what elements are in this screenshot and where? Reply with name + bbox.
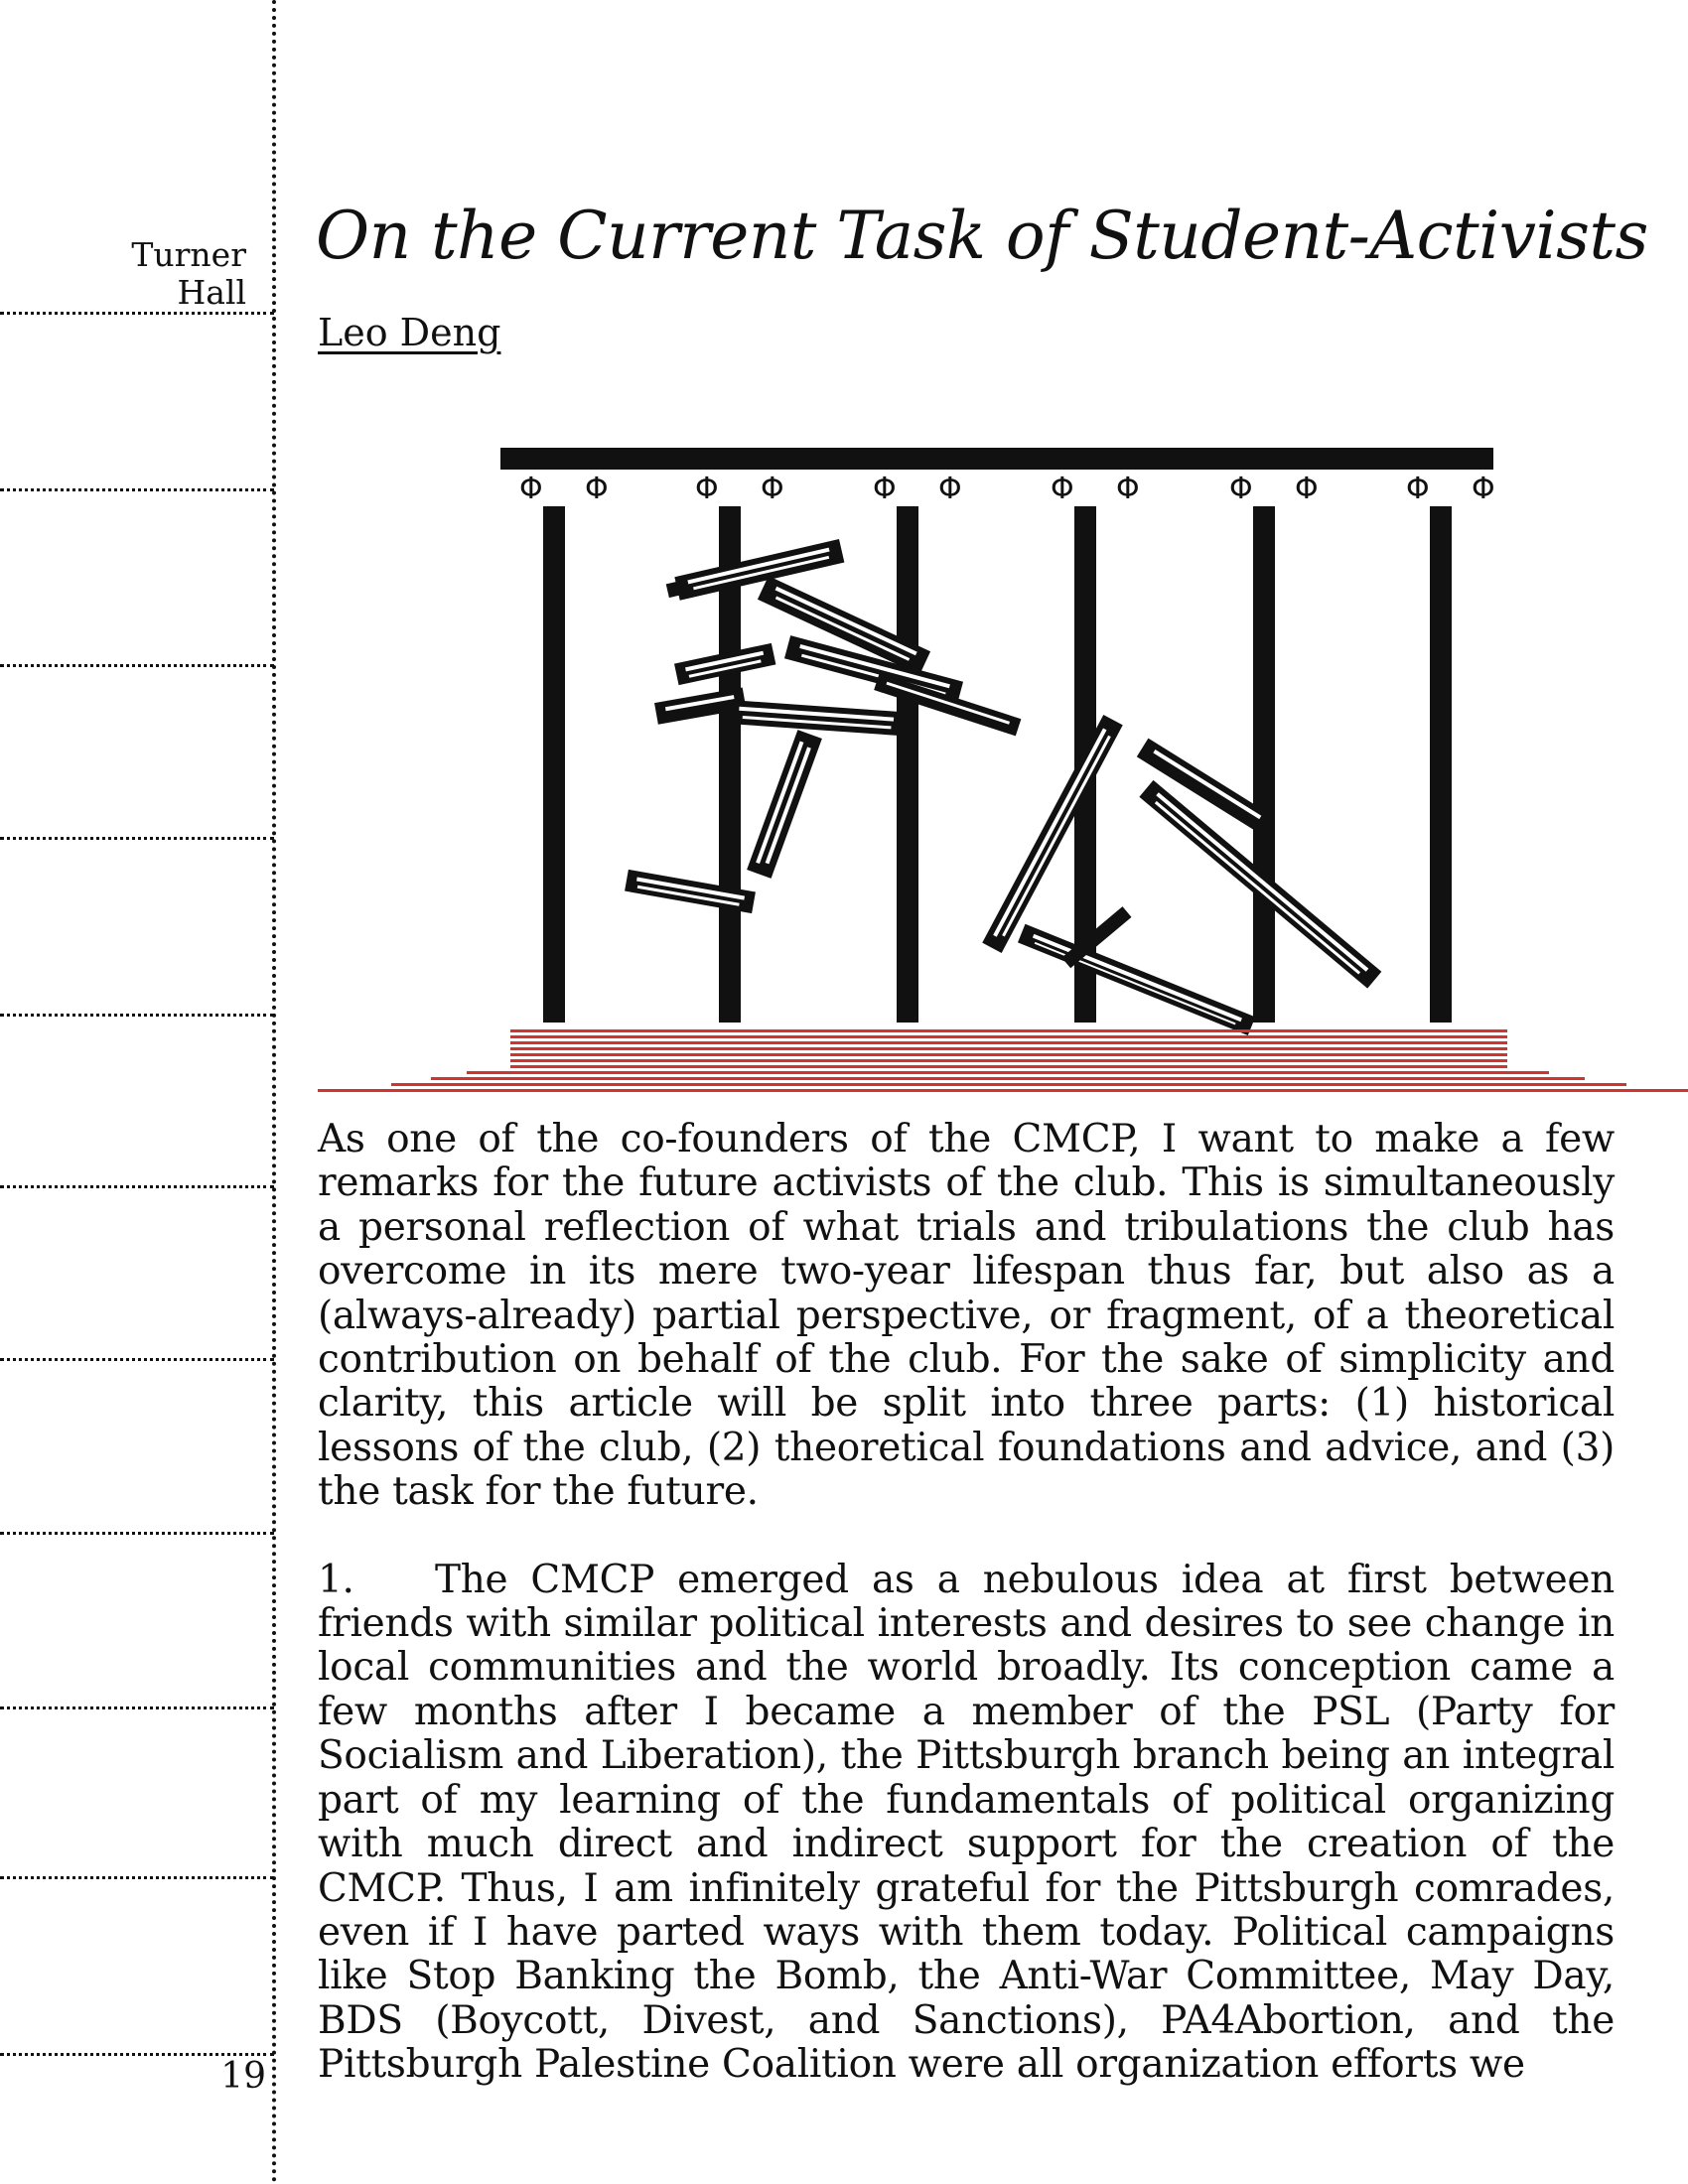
column-capital-glyph: Φ (585, 472, 609, 506)
broken-bar (726, 700, 906, 736)
page-number: 19 (220, 2056, 266, 2097)
column-capital-glyph: Φ (519, 472, 543, 506)
location-line: Turner (131, 235, 246, 274)
margin-rule (0, 488, 274, 491)
column-capital-glyph: Φ (695, 472, 719, 506)
article-body (318, 1118, 1615, 2131)
margin-rule (0, 664, 274, 667)
margin-rule (0, 837, 274, 840)
paragraph-number: 1. (318, 1557, 354, 1602)
column-capital-glyph: Φ (761, 472, 784, 506)
article-paragraph (318, 1559, 1615, 2088)
red-stairs (318, 1029, 1688, 1092)
column (897, 506, 918, 1023)
column-capital-glyph: Φ (1116, 472, 1140, 506)
broken-bar (665, 539, 845, 603)
margin-rule (0, 1185, 274, 1188)
broken-bar (747, 730, 822, 879)
margin-rule (0, 1532, 274, 1535)
column (1253, 506, 1275, 1023)
column-capital-glyph: Φ (938, 472, 962, 506)
margin-rail (272, 0, 276, 2184)
entablature-bar (500, 448, 1493, 470)
column-capital-glyph: Φ (1051, 472, 1074, 506)
paragraph-text: The CMCP emerged as a nebulous idea at first between friends with similar political interests and desires to see change in local communities and the world broadly. Its conception came a few months after I became a member of the PSL (Party for Socialism and Liberation), the Pittsburgh branch being an integral part of my learning of the fundamentals of political organizing with much direct and indirect support for the creation of the CMCP. Thus, I am infinitely grateful for the Pittsburgh comrades, even if I have parted ways with them today. Political campaigns like Stop Banking the Bomb, the Anti-War Committee, May Day, BDS (Boycott, Divest, and Sanctions), PA4Abortion, and the Pittsburgh Palestine Coalition were all organization efforts we (318, 1557, 1615, 2088)
broken-bar (982, 715, 1122, 953)
location-line: Hall (177, 273, 246, 312)
margin-rule (0, 312, 274, 315)
column-capitals (519, 472, 1495, 506)
broken-bar (1018, 924, 1255, 1035)
column-capital-glyph: Φ (1295, 472, 1319, 506)
column-capital-glyph: Φ (1472, 472, 1495, 506)
column-capital-glyph: Φ (873, 472, 897, 506)
article-author[interactable]: Leo Deng (318, 311, 501, 354)
margin-rule (0, 1876, 274, 1879)
column-capital-glyph: Φ (1229, 472, 1253, 506)
column (1430, 506, 1452, 1023)
margin-rule (0, 1014, 274, 1017)
column (543, 506, 565, 1023)
columns-illustration (318, 437, 1688, 1092)
paragraph-text: As one of the co-founders of the CMCP, I want to make a few remarks for the future activists of the club. This is simultaneously a personal reflection of what trials and tribulations the club has overcome in its mere two-year lifespan thus far, but also as a (always-already) partial perspective, or fragment, of a theoretical contribution on behalf of the club. For the sake of simplicity and clarity, this article will be split into three parts: (1) historical lessons of the club, (2) theoretical foundations and advice, and (3) the task for the future. (318, 1117, 1615, 1515)
margin-rule (0, 1358, 274, 1361)
column-capital-glyph: Φ (1406, 472, 1430, 506)
article-paragraph (318, 1118, 1615, 1515)
article-title: On the Current Task of Student-Activists (316, 198, 1648, 274)
margin-rule (0, 1706, 274, 1709)
location-label (131, 236, 246, 312)
